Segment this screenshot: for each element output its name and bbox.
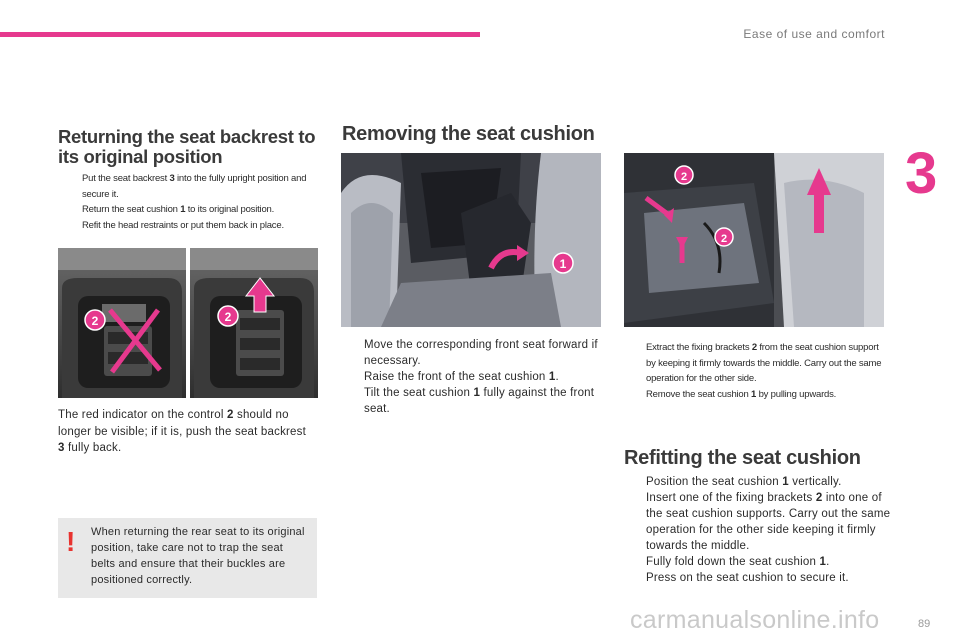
- watermark: carmanualsonline.info: [630, 606, 880, 634]
- list-item: Position the seat cushion 1 vertically.: [646, 476, 842, 488]
- list-item: Tilt the seat cushion 1 fully against the front seat.: [364, 387, 595, 415]
- list-item: Return the seat cushion 1 to its original position.: [82, 204, 275, 215]
- removing-steps-list: [342, 337, 610, 417]
- list-item: Put the seat backrest 3 into the fully upright position and secure it.: [82, 173, 307, 200]
- returning-heading: Returning the seat backrest to its original position: [58, 126, 316, 167]
- callout-label: 2: [91, 314, 99, 328]
- control-indicator-hidden-image: [58, 248, 186, 398]
- refitting-heading: Refitting the seat cushion: [624, 447, 861, 469]
- chapter-number: 3: [905, 141, 938, 206]
- header-accent-bar: [0, 32, 480, 37]
- removing-heading: Removing the seat cushion: [342, 123, 595, 145]
- callout-label: 2: [224, 310, 232, 324]
- warning-box: [58, 518, 317, 598]
- list-item: Move the corresponding front seat forward if necessary.: [364, 339, 598, 367]
- section-title: Ease of use and comfort: [743, 27, 885, 41]
- list-item: Refit the head restraints or put them back in place.: [82, 219, 284, 231]
- refitting-steps-list: [624, 474, 894, 586]
- list-item: Extract the fixing brackets 2 from the seat cushion support by keeping it firmly towards the middle. Carry out the same operation for the other side.: [646, 342, 882, 384]
- list-item: Fully fold down the seat cushion 1.: [646, 556, 830, 568]
- list-item: Press on the seat cushion to secure it.: [646, 572, 849, 584]
- removing-brackets-list: [624, 340, 889, 402]
- returning-steps-list: [60, 171, 325, 233]
- callout-label: 1: [559, 257, 567, 271]
- warning-text: When returning the rear seat to its original position, take care not to trap the seat belts and ensure that their buckles are positioned correctly.: [91, 526, 305, 586]
- rear-seat-cushion-image: [341, 153, 601, 327]
- page-number: 89: [918, 618, 931, 630]
- list-item: Remove the seat cushion 1 by pulling upwards.: [646, 388, 837, 400]
- list-item: Insert one of the fixing brackets 2 into one of the seat cushion supports. Carry out the same operation for the other side keeping it firmly towards the middle.: [646, 492, 891, 552]
- indicator-note: The red indicator on the control 2 should no longer be visible; if it is, push the seat backrest 3 fully back.: [58, 409, 306, 454]
- callout-label: 2: [680, 171, 688, 183]
- warning-icon: !: [66, 526, 76, 557]
- control-indicator-visible-image: [190, 248, 318, 398]
- list-item: Raise the front of the seat cushion 1.: [364, 371, 559, 383]
- callout-label: 2: [720, 233, 728, 245]
- fixing-brackets-image: [624, 153, 884, 327]
